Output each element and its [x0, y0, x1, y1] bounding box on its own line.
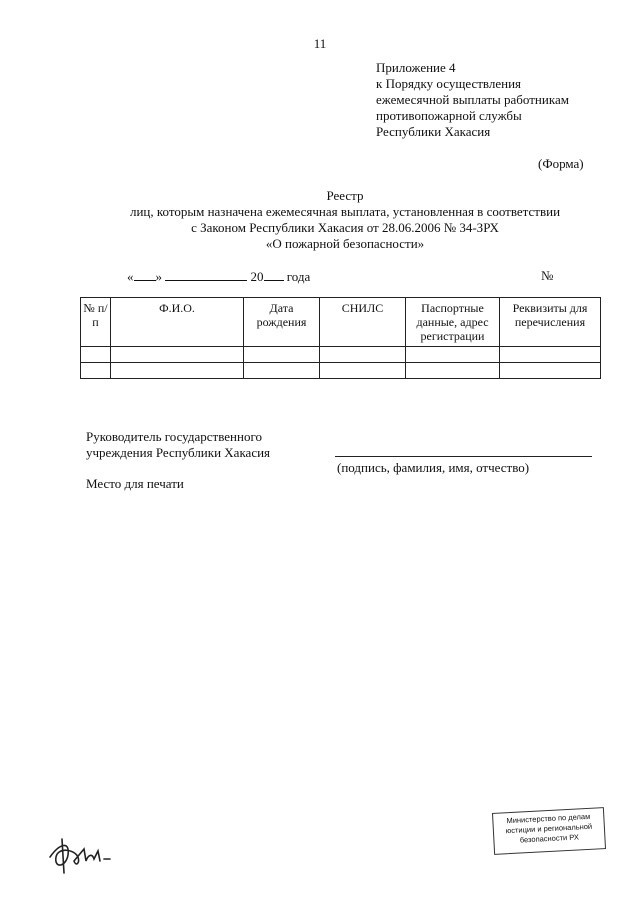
- stamp-line: Министерство по делам: [506, 811, 591, 826]
- table-cell[interactable]: [81, 363, 111, 379]
- date-line: [127, 268, 310, 285]
- signer-line: Руководитель государственного: [86, 429, 262, 444]
- title-line: «О пожарной безопасности»: [265, 236, 425, 251]
- table-cell[interactable]: [320, 347, 406, 363]
- appendix-block: [376, 60, 626, 140]
- table-cell[interactable]: [406, 363, 500, 379]
- header-cell-fio: Ф.И.О.: [111, 298, 244, 347]
- document-title: [0, 188, 640, 252]
- table-cell[interactable]: [111, 363, 244, 379]
- year-suffix: года: [286, 269, 311, 284]
- table-header-row: [81, 298, 601, 347]
- page-number: 11: [313, 36, 327, 51]
- year-blank[interactable]: [264, 268, 284, 281]
- date-close-quote: »: [155, 269, 162, 284]
- appendix-line: к Порядку осуществления: [376, 76, 522, 91]
- header-cell-birth-date: Дата рождения: [244, 298, 320, 347]
- ministry-stamp: [492, 807, 606, 855]
- appendix-line: Приложение 4: [376, 60, 456, 75]
- header-cell-requisites: Реквизиты для перечисления: [500, 298, 601, 347]
- table-row: [81, 363, 601, 379]
- table-cell[interactable]: [244, 363, 320, 379]
- stamp-line: юстиции и региональной: [505, 821, 593, 836]
- table-cell[interactable]: [500, 363, 601, 379]
- signature-caption: (подпись, фамилия, имя, отчество): [337, 460, 530, 475]
- signature-line[interactable]: [335, 456, 592, 457]
- appendix-line: противопожарной службы: [376, 108, 522, 123]
- appendix-line: ежемесячной выплаты работникам: [376, 92, 569, 107]
- table-cell[interactable]: [111, 347, 244, 363]
- form-label: (Форма): [538, 156, 584, 171]
- stamp-line: безопасности РХ: [519, 832, 580, 845]
- appendix-line: Республики Хакасия: [376, 124, 491, 139]
- register-table: [80, 297, 601, 379]
- table-row: [81, 347, 601, 363]
- table-cell[interactable]: [81, 347, 111, 363]
- header-cell-snils: СНИЛС: [320, 298, 406, 347]
- table-cell[interactable]: [320, 363, 406, 379]
- title-line: с Законом Республики Хакасия от 28.06.2006 № 34-ЗРХ: [191, 220, 499, 235]
- stamp-place-label: Место для печати: [86, 476, 184, 491]
- header-cell-number: № п/п: [81, 298, 111, 347]
- year-prefix: 20: [250, 269, 264, 284]
- signer-line: учреждения Республики Хакасия: [86, 445, 271, 460]
- header-cell-passport: Паспортные данные, адрес регистрации: [406, 298, 500, 347]
- title-line: лиц, которым назначена ежемесячная выплата, установленная в соответствии: [129, 204, 561, 219]
- register-number-sign: №: [541, 268, 554, 283]
- table-cell[interactable]: [406, 347, 500, 363]
- title-heading: Реестр: [326, 188, 364, 203]
- handwritten-signature: [40, 835, 130, 875]
- date-open-quote: «: [127, 269, 134, 284]
- signer-title: [86, 429, 270, 461]
- table-cell[interactable]: [244, 347, 320, 363]
- table-cell[interactable]: [500, 347, 601, 363]
- day-blank[interactable]: [134, 268, 156, 281]
- month-blank[interactable]: [165, 268, 247, 281]
